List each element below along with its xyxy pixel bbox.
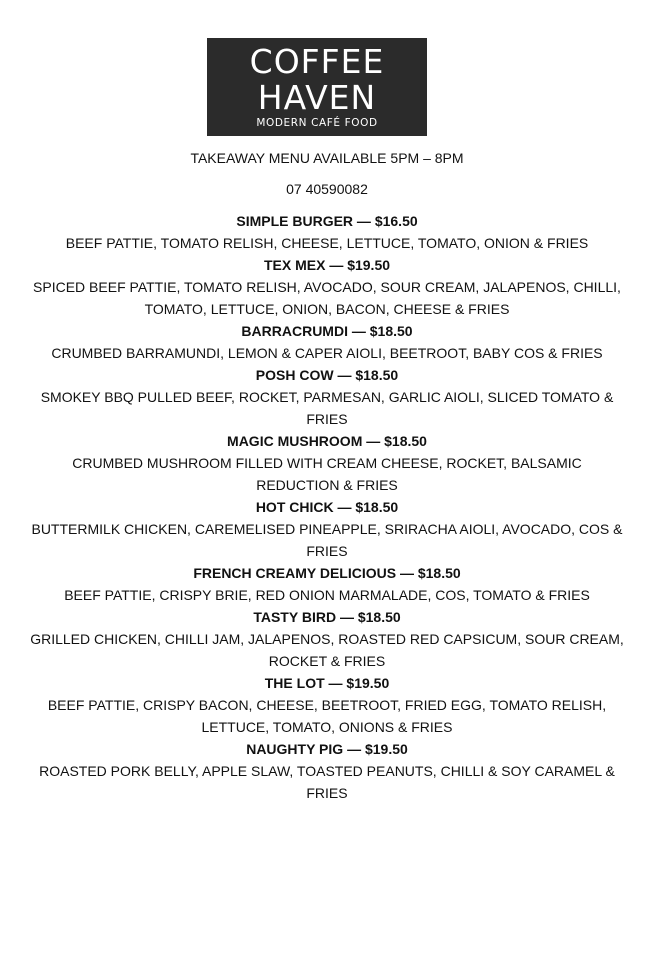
menu-item-description: BEEF PATTIE, TOMATO RELISH, CHEESE, LETTUCE, TOMATO, ONION & FRIES (65, 235, 589, 251)
phone-number: 07 40590082 (286, 181, 368, 197)
menu-item-description: SMOKEY BBQ PULLED BEEF, ROCKET, PARMESAN, GARLIC AIOLI, SLICED TOMATO & FRIES (40, 389, 614, 427)
menu-item-title: NAUGHTY PIG — $19.50 (246, 741, 408, 757)
menu-item-title: TASTY BIRD — $18.50 (253, 609, 401, 625)
menu-item-title: POSH COW — $18.50 (255, 367, 399, 383)
menu-item-description: GRILLED CHICKEN, CHILLI JAM, JALAPENOS, ROASTED RED CAPSICUM, SOUR CREAM, ROCKET & FRIES (30, 631, 624, 669)
menu-item-hot-chick (30, 496, 624, 562)
menu-item-title: MAGIC MUSHROOM — $18.50 (227, 433, 427, 449)
menu-item-description: ROASTED PORK BELLY, APPLE SLAW, TOASTED PEANUTS, CHILLI & SOY CARAMEL & FRIES (39, 763, 615, 801)
menu-item-description: CRUMBED MUSHROOM FILLED WITH CREAM CHEESE, ROCKET, BALSAMIC REDUCTION & FRIES (72, 455, 582, 493)
menu-item-tasty-bird (30, 606, 624, 672)
logo-line-coffee: COFFEE (249, 42, 385, 81)
menu-item-description: SPICED BEEF PATTIE, TOMATO RELISH, AVOCADO, SOUR CREAM, JALAPENOS, CHILLI, TOMATO, LETTUCE, ONION, BACON, CHEESE & FRIES (33, 279, 621, 317)
menu-item-title: FRENCH CREAMY DELICIOUS — $18.50 (193, 565, 461, 581)
menu-item-magic-mushroom (30, 430, 624, 496)
menu-item-description: CRUMBED BARRAMUNDI, LEMON & CAPER AIOLI, BEETROOT, BABY COS & FRIES (51, 345, 603, 361)
menu-item-description: BUTTERMILK CHICKEN, CAREMELISED PINEAPPLE, SRIRACHA AIOLI, AVOCADO, COS & FRIES (31, 521, 623, 559)
menu-item-title: TEX MEX — $19.50 (263, 257, 391, 273)
menu-item-title: THE LOT — $19.50 (264, 675, 390, 691)
menu-list (30, 210, 624, 804)
menu-item-naughty-pig (30, 738, 624, 804)
menu-item-the-lot (30, 672, 624, 738)
menu-item-title: HOT CHICK — $18.50 (255, 499, 399, 515)
menu-item-description: BEEF PATTIE, CRISPY BACON, CHEESE, BEETROOT, FRIED EGG, TOMATO RELISH, LETTUCE, TOMATO, ONIONS & FRIES (47, 697, 607, 735)
menu-item-description: BEEF PATTIE, CRISPY BRIE, RED ONION MARMALADE, COS, TOMATO & FRIES (64, 587, 590, 603)
coffee-haven-logo (207, 38, 427, 136)
menu-item-posh-cow (30, 364, 624, 430)
menu-item-simple-burger (30, 210, 624, 254)
logo-line-haven: HAVEN (257, 78, 377, 117)
menu-item-title: SIMPLE BURGER — $16.50 (236, 213, 418, 229)
menu-item-barracrumdi (30, 320, 624, 364)
menu-item-title: BARRACRUMDI — $18.50 (241, 323, 413, 339)
takeaway-hours: TAKEAWAY MENU AVAILABLE 5PM – 8PM (190, 150, 464, 166)
menu-item-french-creamy-delicious (30, 562, 624, 606)
menu-item-tex-mex (30, 254, 624, 320)
logo-tagline: MODERN CAFÉ FOOD (256, 117, 378, 129)
